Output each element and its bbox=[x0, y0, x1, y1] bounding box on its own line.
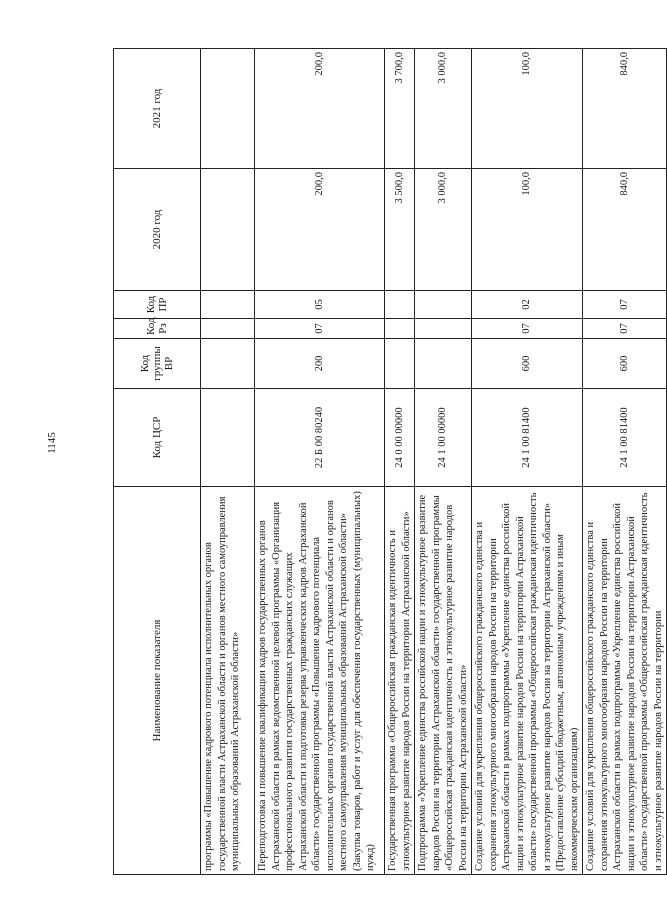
row-2021: 3 700,0 bbox=[385, 49, 415, 169]
row-rz: 07 bbox=[472, 319, 583, 339]
row-vr: 600 bbox=[583, 339, 667, 389]
header-rz: Код Рз bbox=[114, 319, 201, 339]
table-row bbox=[385, 49, 415, 875]
row-2021: 200,0 bbox=[255, 49, 385, 169]
row-pr bbox=[385, 291, 415, 319]
table-row bbox=[201, 49, 255, 875]
row-name: Создание условий для укрепления общероссийского гражданского единства и сохранения этнокультурного многообразия народов России на территории Астраханской области в рамках подпрограммы «Укрепление единства российской нации и этнокультурное развитие народов России на территории Астраханской области» государственной программы «Общероссийская гражданская идентичность и этнокультурное развитие народов России на территории bbox=[583, 487, 667, 875]
table-header-row bbox=[114, 49, 201, 875]
header-vr: Код группы ВР bbox=[114, 339, 201, 389]
row-name: программы «Повышение кадрового потенциала исполнительных органов государственной власти Астраханской области и органов местного самоуправления муниципальных образований Астраханской области» bbox=[201, 487, 255, 875]
row-csr: 24 1 00 81400 bbox=[583, 389, 667, 487]
row-rz: 07 bbox=[583, 319, 667, 339]
row-2020: 200,0 bbox=[255, 169, 385, 291]
row-rz bbox=[415, 319, 472, 339]
table-row bbox=[255, 49, 385, 875]
row-csr: 24 1 00 81400 bbox=[472, 389, 583, 487]
row-2021: 3 000,0 bbox=[415, 49, 472, 169]
table-row bbox=[415, 49, 472, 875]
header-pr: Код ПР bbox=[114, 291, 201, 319]
row-pr: 07 bbox=[583, 291, 667, 319]
row-pr bbox=[415, 291, 472, 319]
row-vr bbox=[415, 339, 472, 389]
rotated-page bbox=[113, 49, 664, 875]
row-2021 bbox=[201, 49, 255, 169]
row-name: Создание условий для укрепления общероссийского гражданского единства и сохранения этнокультурного многообразия народов России на территории Астраханской области в рамках подпрограммы «Укрепление единства российской нации и этнокультурное развитие народов России на территории Астраханской области» государственной программы «Общероссийская гражданская идентичность и этнокультурное развитие народов России на территории Астраханской области» (Предоставление субсидий бюджетным, автономным учреждениям и иным некоммерческим организациям) bbox=[472, 487, 583, 875]
row-2020: 840,0 bbox=[583, 169, 667, 291]
row-csr: 24 1 00 00000 bbox=[415, 389, 472, 487]
row-vr: 200 bbox=[255, 339, 385, 389]
row-name: Государственная программа «Общероссийская гражданская идентичность и этнокультурное развитие народов России на территории Астраханской области» bbox=[385, 487, 415, 875]
row-2020: 100,0 bbox=[472, 169, 583, 291]
row-vr bbox=[201, 339, 255, 389]
row-csr bbox=[201, 389, 255, 487]
row-csr: 22 Б 00 80240 bbox=[255, 389, 385, 487]
row-rz bbox=[201, 319, 255, 339]
row-name: Подпрограмма «Укрепление единства российской нации и этнокультурное развитие народов России на территории Астраханской области» государственной программы «Общероссийская гражданская идентичность и этнокультурное развитие народов России на территории Астраханской области» bbox=[415, 487, 472, 875]
table-row bbox=[583, 49, 667, 875]
row-2021: 100,0 bbox=[472, 49, 583, 169]
row-rz bbox=[385, 319, 415, 339]
row-name: Переподготовка и повышение квалификации кадров государственных органов Астраханской области в рамках ведомственной целевой программы «Организация профессионального развития государственных гражданских служащих Астраханской области и подготовка резерва управленческих кадров Астраханской области» государственной программы «Повышение кадрового потенциала исполнительных органов государственной власти Астраханской области и органов местного самоуправления муниципальных образований Астраханской области» (Закупка товаров, работ и услуг для обеспечения государственных (муниципальных) нужд) bbox=[255, 487, 385, 875]
header-2021: 2021 год bbox=[114, 49, 201, 169]
row-2021: 840,0 bbox=[583, 49, 667, 169]
budget-table bbox=[113, 48, 667, 875]
header-name: Наименование показателя bbox=[114, 487, 201, 875]
page-number: 1145 bbox=[46, 432, 58, 454]
row-vr: 600 bbox=[472, 339, 583, 389]
row-2020: 3 000,0 bbox=[415, 169, 472, 291]
header-2020: 2020 год bbox=[114, 169, 201, 291]
row-2020: 3 500,0 bbox=[385, 169, 415, 291]
row-pr: 05 bbox=[255, 291, 385, 319]
row-csr: 24 0 00 00000 bbox=[385, 389, 415, 487]
row-pr bbox=[201, 291, 255, 319]
row-2020 bbox=[201, 169, 255, 291]
header-csr: Код ЦСР bbox=[114, 389, 201, 487]
row-pr: 02 bbox=[472, 291, 583, 319]
row-vr bbox=[385, 339, 415, 389]
table-row bbox=[472, 49, 583, 875]
row-rz: 07 bbox=[255, 319, 385, 339]
